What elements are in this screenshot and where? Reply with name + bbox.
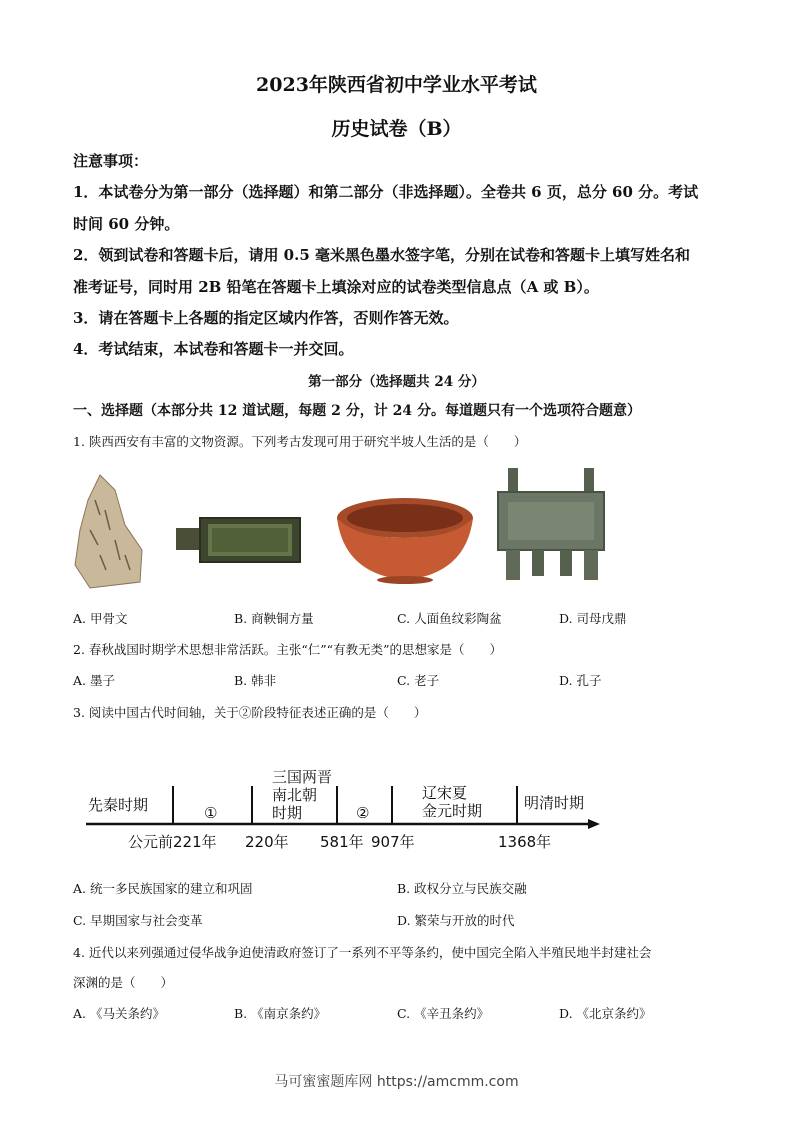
period-ming-qing: 明清时期 [524, 794, 585, 812]
period-nanbeichao: 南北朝 [272, 786, 318, 804]
question-3-stem: 3. 阅读中国古代时间轴，关于②阶段特征表述正确的是（ ） [73, 705, 427, 720]
section-heading: 一、选择题（本部分共 12 道试题，每题 2 分，计 24 分。每道题只有一个选项符合题意） [73, 403, 641, 419]
exam-subtitle: 历史试卷（B） [331, 118, 462, 140]
period-shiqi: 时期 [272, 804, 303, 822]
notice-item-2-cont: 准考证号，同时用 2B 铅笔在答题卡上填涂对应的试卷类型信息点（A 或 B）。 [73, 278, 599, 296]
notice-item-1: 1．本试卷分为第一部分（选择题）和第二部分（非选择题）。全卷共 6 页，总分 60 分。考试 [73, 183, 699, 201]
question-4-stem: 4. 近代以来列强通过侵华战争迫使清政府签订了一系列不平等条约，使中国完全陷入半殖民地半封建社会 [73, 945, 652, 960]
q1-option-a[interactable]: A. 甲骨文 [73, 611, 128, 626]
notice-item-3: 3．请在答题卡上各题的指定区域内作答，否则作答无效。 [73, 309, 459, 327]
period-three-kingdoms: 三国两晋 [272, 768, 333, 786]
bronze-measure-image [176, 514, 304, 568]
period-pre-qin: 先秦时期 [88, 796, 149, 814]
date-220: 220年 [245, 833, 289, 851]
exam-title: 2023年陕西省初中学业水平考试 [256, 74, 537, 96]
ding-cauldron-image [494, 466, 608, 582]
question-4-stem-cont: 深渊的是（ ） [73, 975, 174, 990]
period-marker-2: ② [356, 804, 370, 822]
q4-option-a[interactable]: A. 《马关条约》 [73, 1006, 165, 1021]
q2-option-c[interactable]: C. 老子 [397, 673, 440, 688]
date-221bc: 公元前221年 [128, 833, 217, 851]
question-1-stem: 1. 陕西西安有丰富的文物资源。下列考古发现可用于研究半坡人生活的是（ ） [73, 434, 527, 449]
question-2-stem: 2. 春秋战国时期学术思想非常活跃。主张“仁”“有教无类”的思想家是（ ） [73, 642, 502, 657]
q4-option-b[interactable]: B. 《南京条约》 [234, 1006, 327, 1021]
period-marker-1: ① [204, 804, 218, 822]
oracle-bone-image [70, 470, 150, 590]
part1-title: 第一部分（选择题共 24 分） [308, 374, 485, 390]
date-907: 907年 [371, 833, 415, 851]
q4-option-c[interactable]: C. 《辛丑条约》 [397, 1006, 490, 1021]
history-timeline [84, 760, 608, 856]
date-1368: 1368年 [498, 833, 552, 851]
date-581: 581年 [320, 833, 364, 851]
q3-option-a[interactable]: A. 统一多民族国家的建立和巩固 [73, 881, 253, 896]
watermark-footer: 马可蜜蜜题库网 https://amcmm.com [274, 1074, 519, 1090]
q2-option-a[interactable]: A. 墨子 [73, 673, 115, 688]
notice-item-1-cont: 时间 60 分钟。 [73, 215, 180, 233]
q1-option-d[interactable]: D. 司母戊鼎 [559, 611, 627, 626]
q3-option-c[interactable]: C. 早期国家与社会变革 [73, 913, 203, 928]
q3-option-b[interactable]: B. 政权分立与民族交融 [397, 881, 527, 896]
painted-pottery-basin-image [334, 494, 476, 586]
notice-heading: 注意事项： [73, 152, 149, 170]
q4-option-d[interactable]: D. 《北京条约》 [559, 1006, 652, 1021]
q1-option-b[interactable]: B. 商鞅铜方量 [234, 611, 314, 626]
q1-option-c[interactable]: C. 人面鱼纹彩陶盆 [397, 611, 502, 626]
notice-item-2: 2．领到试卷和答题卡后，请用 0.5 毫米黑色墨水签字笔，分别在试卷和答题卡上填写姓名和 [73, 246, 690, 264]
period-jin-yuan: 金元时期 [422, 802, 483, 820]
q2-option-d[interactable]: D. 孔子 [559, 673, 602, 688]
period-liao-song-xia: 辽宋夏 [422, 784, 468, 802]
notice-item-4: 4．考试结束，本试卷和答题卡一并交回。 [73, 340, 354, 358]
q3-option-d[interactable]: D. 繁荣与开放的时代 [397, 913, 515, 928]
q2-option-b[interactable]: B. 韩非 [234, 673, 277, 688]
